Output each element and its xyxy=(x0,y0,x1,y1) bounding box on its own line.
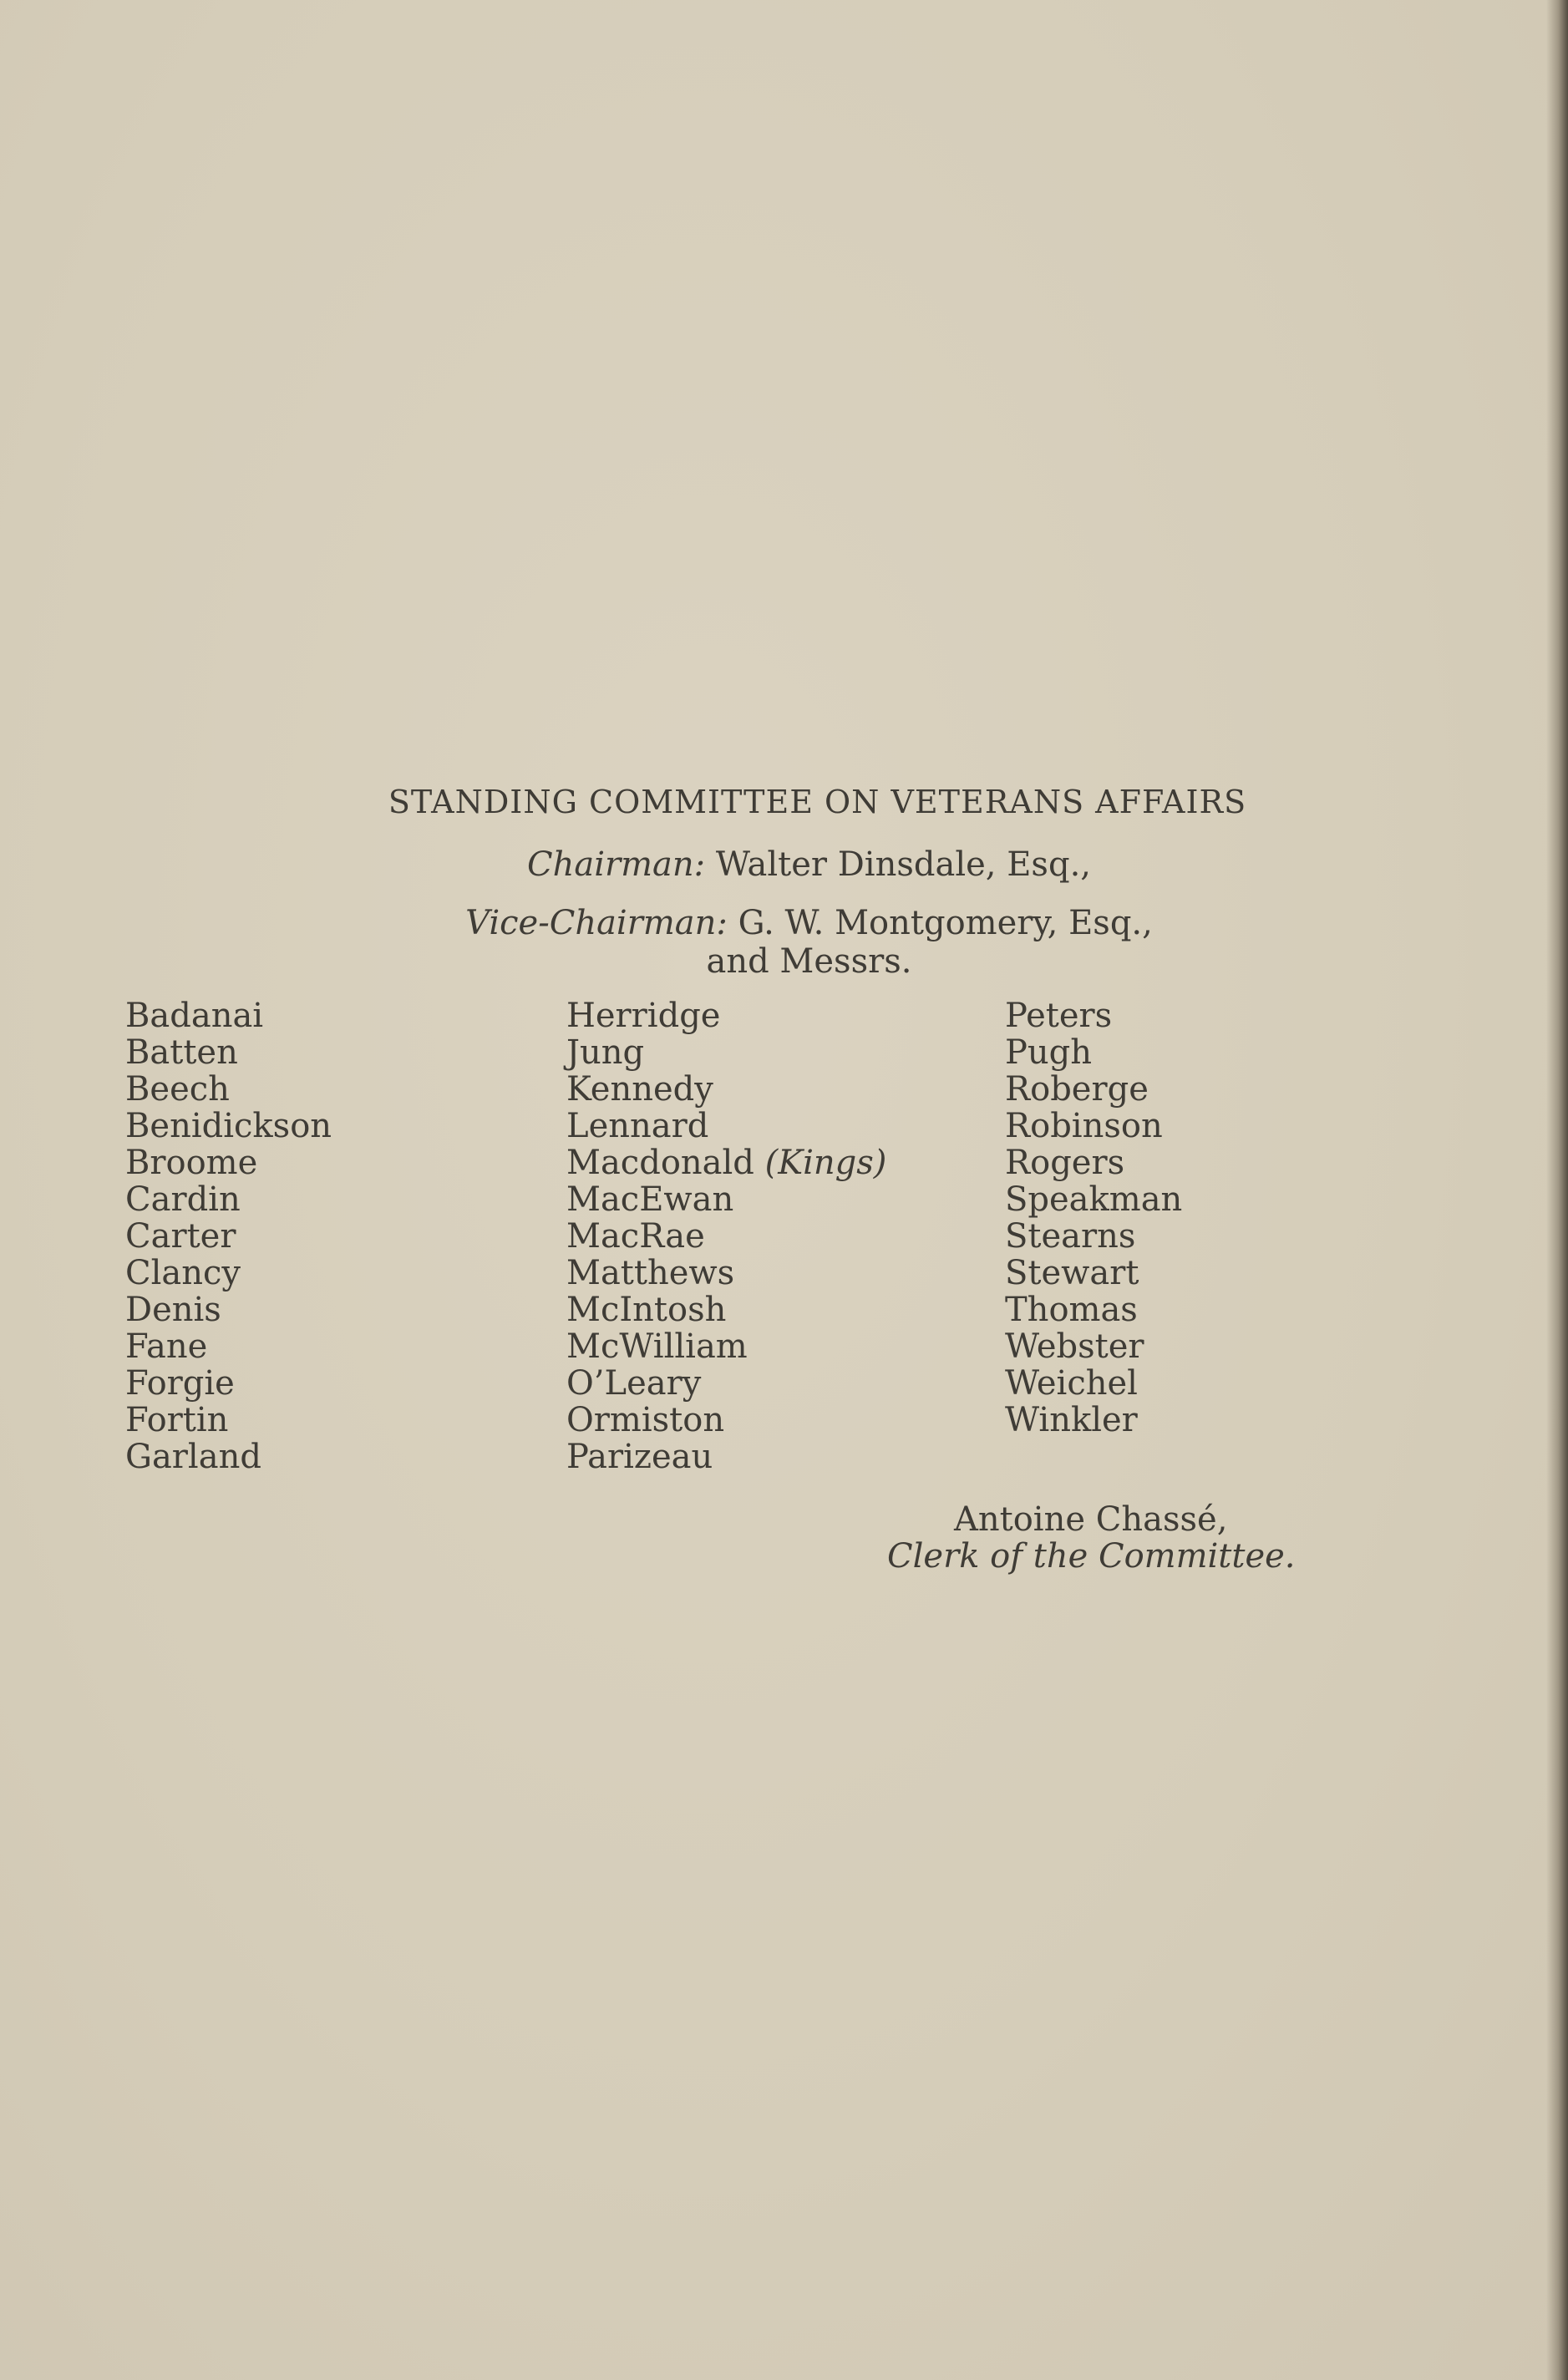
member-name: Broome xyxy=(125,1144,258,1182)
member-name: Winkler xyxy=(1005,1401,1138,1439)
member-name: Peters xyxy=(1005,997,1113,1035)
member-name: Stewart xyxy=(1005,1254,1139,1292)
member-name: Rogers xyxy=(1005,1144,1125,1182)
member-name: McIntosh xyxy=(566,1291,727,1329)
member-name: Stearns xyxy=(1005,1217,1136,1256)
member-name: O’Leary xyxy=(566,1364,702,1403)
committee-heading: STANDING COMMITTEE ON VETERANS AFFAIRS xyxy=(388,784,1247,820)
vice-chairman-name: G. W. Montgomery, Esq., xyxy=(738,904,1153,942)
member-name: Parizeau xyxy=(566,1438,713,1476)
member-name: MacRae xyxy=(566,1217,705,1256)
member-name: Forgie xyxy=(125,1364,235,1403)
chairman-line xyxy=(0,845,1568,884)
member-name: Beech xyxy=(125,1070,230,1109)
member-name: Macdonald xyxy=(566,1144,754,1182)
member-name: Carter xyxy=(125,1217,236,1256)
member-name: Cardin xyxy=(125,1180,241,1219)
clerk-title: Clerk of the Committee. xyxy=(887,1537,1296,1576)
chairman-name: Walter Dinsdale, Esq., xyxy=(715,845,1091,884)
member-name: Fane xyxy=(125,1327,208,1366)
member-name: Robinson xyxy=(1005,1107,1163,1145)
member-qualifier: (Kings) xyxy=(764,1144,887,1182)
member-name: Denis xyxy=(125,1291,221,1329)
and-messrs: and Messrs. xyxy=(706,942,912,981)
member-name: Herridge xyxy=(566,997,721,1035)
member-name: McWilliam xyxy=(566,1327,748,1366)
member-name: Weichel xyxy=(1005,1364,1138,1403)
member-name: Fortin xyxy=(125,1401,229,1439)
vice-chairman-role: Vice-Chairman: xyxy=(465,904,728,942)
member-name: Pugh xyxy=(1005,1033,1093,1072)
member-name: Webster xyxy=(1005,1327,1144,1366)
members-column-2 xyxy=(566,997,886,1475)
member-name: Matthews xyxy=(566,1254,735,1292)
member-name: Kennedy xyxy=(566,1070,713,1109)
member-name: Lennard xyxy=(566,1107,709,1145)
member-name: Ormiston xyxy=(566,1401,725,1439)
chairman-role: Chairman: xyxy=(527,845,706,884)
clerk-name: Antoine Chassé, xyxy=(954,1500,1228,1539)
member-name: Batten xyxy=(125,1033,238,1072)
members-column-1 xyxy=(125,997,332,1475)
page-edge-shadow xyxy=(1546,0,1568,2380)
member-name: Roberge xyxy=(1005,1070,1149,1109)
member-name: Speakman xyxy=(1005,1180,1183,1219)
member-name: Benidickson xyxy=(125,1107,332,1145)
member-name: Clancy xyxy=(125,1254,241,1292)
member-name: MacEwan xyxy=(566,1180,734,1219)
members-column-3 xyxy=(1005,997,1182,1439)
member-entry-macdonald xyxy=(566,1144,886,1181)
vice-chairman-line xyxy=(0,904,1568,942)
member-name: Thomas xyxy=(1005,1291,1138,1329)
member-name: Badanai xyxy=(125,997,264,1035)
member-name: Garland xyxy=(125,1438,261,1476)
member-name: Jung xyxy=(566,1033,645,1072)
